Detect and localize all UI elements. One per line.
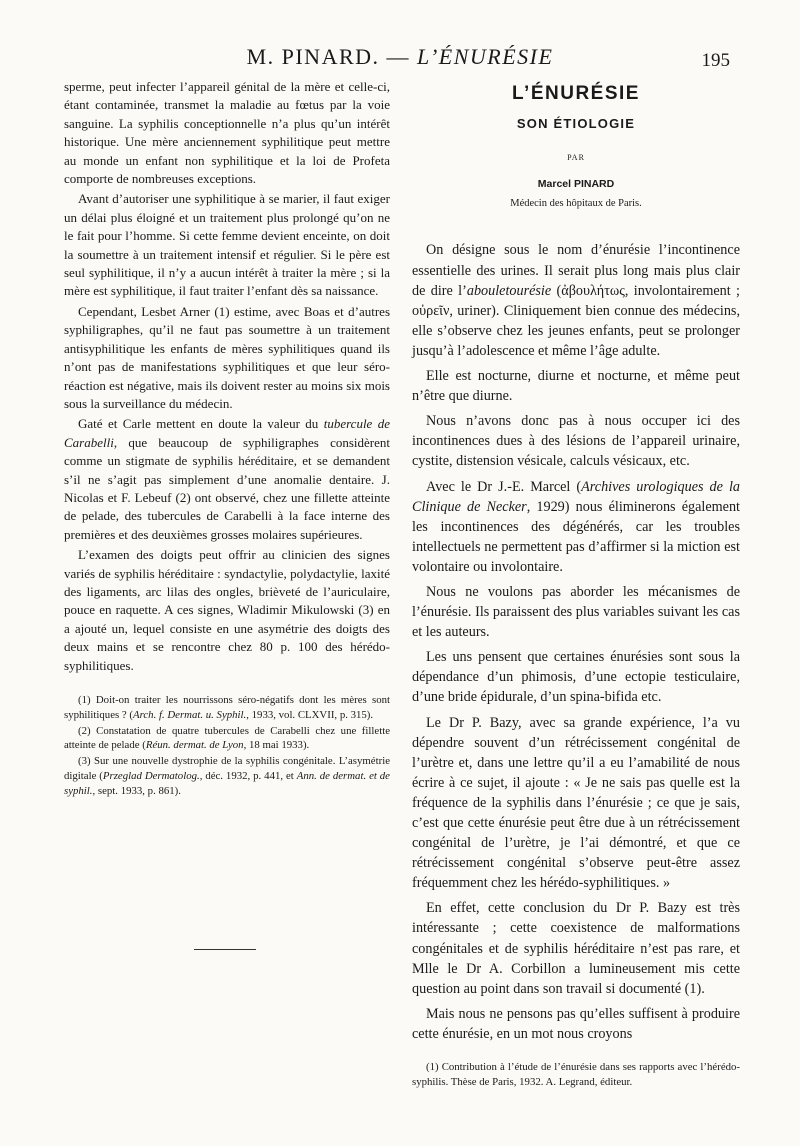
- running-head: [0, 44, 800, 74]
- article-subtitle: SON ÉTIOLOGIE: [516, 116, 636, 132]
- right-paragraph-6: Les uns pensent que certaines énurésies sont sous la dépendance d’un phimosis, d’une ectopie testiculaire, d’une bride épidurale, d’un spina-bifida etc.: [412, 649, 740, 706]
- footnote-2: (2) Constatation de quatre tubercules de Carabelli chez une fillette atteinte de pelade (Réun. dermat. de Lyon, 18 mai 1933).: [64, 724, 390, 752]
- right-paragraph-8: En effet, cette conclusion du Dr P. Bazy est très intéressante ; cette coexistence de malformations congénitales et de syphilis héréditaire n’est pas rare, et Mlle le Dr A. Corbillon a lumineusement mis cette question au point dans son travail si documenté (1).: [412, 900, 740, 997]
- left-paragraph-5: L’examen des doigts peut offrir au clinicien des signes variés de syphilis héréditaire : syndactylie, polydactylie, laxité des ligaments, arc lilas des ongles, brièveté de l’auriculaire, pouce en raquette. A ces signes, Wladimir Mikulowski (3) en a ajouté un, lequel consiste en une asymétrie des doigts des deux mains et se rencontre chez 80 p. 100 des hérédo-syphilitiques.: [64, 547, 390, 673]
- running-title-author: M. PINARD. —: [246, 44, 418, 69]
- page-number: 195: [701, 50, 730, 71]
- running-title: [0, 44, 800, 70]
- byline-par: PAR: [567, 153, 585, 163]
- right-paragraph-4: Avec le Dr J.-E. Marcel (Archives urologiques de la Clinique de Necker, 1929) nous éliminerons également les incontinences des dégénérés, car les troubles intellectuels ne permettent pas d’affirmer si la miction est volontaire ou involontaire.: [412, 478, 740, 575]
- left-paragraph-4: Gaté et Carle mettent en doute la valeur du tubercule de Carabelli, que beaucoup de syphiligraphes considèrent comme un stigmate de syphilis héréditaire, et se demandent s’il ne s’agit pas simplement d’une anomalie dentaire. J. Nicolas et F. Lebeuf (2) ont observé, chez une fillette atteinte de pelade, des tubercules de Carabelli à la face interne des premières et des deuxièmes grosses molaires supérieures.: [64, 416, 391, 542]
- left-paragraph-2: Avant d’autoriser une syphilitique à se marier, il faut exiger un délai plus éloigné et un traitement plus prolongé qu’on ne le fait pour l’homme. Si cette femme devient enceinte, on doit la soumettre à un traitement intensif et régulier. Si le père est seul syphilitique, il n’y a aucun intérêt à traiter la mère ; si la mère est syphilitique, il faut traiter l’enfant dès sa naissance.: [64, 191, 390, 299]
- left-paragraph-1: sperme, peut infecter l’appareil génital de la mère et celle-ci, étant contaminée, transmet la maladie au fœtus par la voie sanguine. La syphilis conceptionnelle n’a plus qu’un intérêt historique. Une mère anciennement syphilitique peut mettre au monde un enfant non syphilitique et la loi de Profeta comporte de nombreuses exceptions.: [64, 79, 390, 187]
- article-title: L’ÉNURÉSIE: [512, 83, 640, 104]
- author-affiliation: Médecin des hôpitaux de Paris.: [510, 198, 642, 210]
- left-paragraph-3: Cependant, Lesbet Arner (1) estime, avec Boas et d’autres syphiligraphes, qu’il ne faut pas soumettre à un traitement antisyphilitique les enfants de mères syphilitiques quand ils n’ont pas de manifestations syphilitiques et que leur séro-réaction est négative, mais ils doivent rester au moins six mois sous la surveillance du médecin.: [64, 303, 390, 411]
- right-paragraph-2: Elle est nocturne, diurne et nocturne, et même peut n’être que diurne.: [412, 368, 740, 405]
- right-paragraph-1: On désigne sous le nom d’énurésie l’incontinence essentielle des urines. Il serait plus long mais plus clair de dire l’abouletourésie (ἀβουλήτως, involontairement ; οὐρεῖν, uriner). Cliniquement bien connue des médecins, elle s’observe chez les jeunes enfants, peut se prolonger jusqu’à l’adolescence et même l’âge adulte.: [412, 242, 740, 359]
- left-column: [64, 78, 390, 950]
- right-paragraph-7: Le Dr P. Bazy, avec sa grande expérience, l’a vu dépendre souvent d’un rétrécissement congénital de l’urètre et, dans une lettre qu’il a eu l’amabilité de nous écrire à ce sujet, il ajoute : « Je ne sais pas quelle est la fréquence de la syphilis dans l’énurésie ; ce que je sais, c’est que cette énurésie peut être due à un rétrécissement congénital de l’urètre, je l’ai démontré, et que ce rétrécissement congénital s’observe peut-être assez fréquemment chez les hérédo-syphilitiques. »: [412, 714, 740, 892]
- right-paragraph-9: Mais nous ne pensons pas qu’elles suffisent à produire cette énurésie, en un mot nous croyons: [412, 1005, 740, 1042]
- author-name: Marcel PINARD: [537, 178, 615, 191]
- right-paragraph-5: Nous ne voulons pas aborder les mécanismes de l’énurésie. Ils paraissent des plus variables suivant les cas et les auteurs.: [412, 583, 740, 641]
- right-column: [412, 84, 740, 1090]
- left-footnotes: [64, 693, 390, 799]
- right-footnote-1: (1) Contribution à l’étude de l’énurésie dans ses rapports avec l’hérédo-syphilis. Thèse de Paris, 1932. A. Legrand, éditeur.: [412, 1061, 740, 1088]
- right-paragraph-3: Nous n’avons donc pas à nous occuper ici des incontinences dues à des lésions de l’appareil urinaire, cystite, distension vésicale, calculs vésicaux, etc.: [412, 413, 740, 470]
- running-title-subject: L’ÉNURÉSIE: [417, 44, 554, 69]
- footnote-3: (3) Sur une nouvelle dystrophie de la syphilis congénitale. L’asymétrie digitale (Przeglad Dermatolog., déc. 1932, p. 441, et Ann. de dermat. et de syphil., sept. 1933, p. 861).: [64, 755, 390, 797]
- right-footnotes: [412, 1060, 740, 1090]
- article-end-rule: [194, 949, 256, 950]
- footnote-1: (1) Doit-on traiter les nourrissons séro-négatifs dont les mères sont syphilitiques ? (Arch. f. Dermat. u. Syphil., 1933, vol. CLXVII, p. 315).: [64, 694, 390, 721]
